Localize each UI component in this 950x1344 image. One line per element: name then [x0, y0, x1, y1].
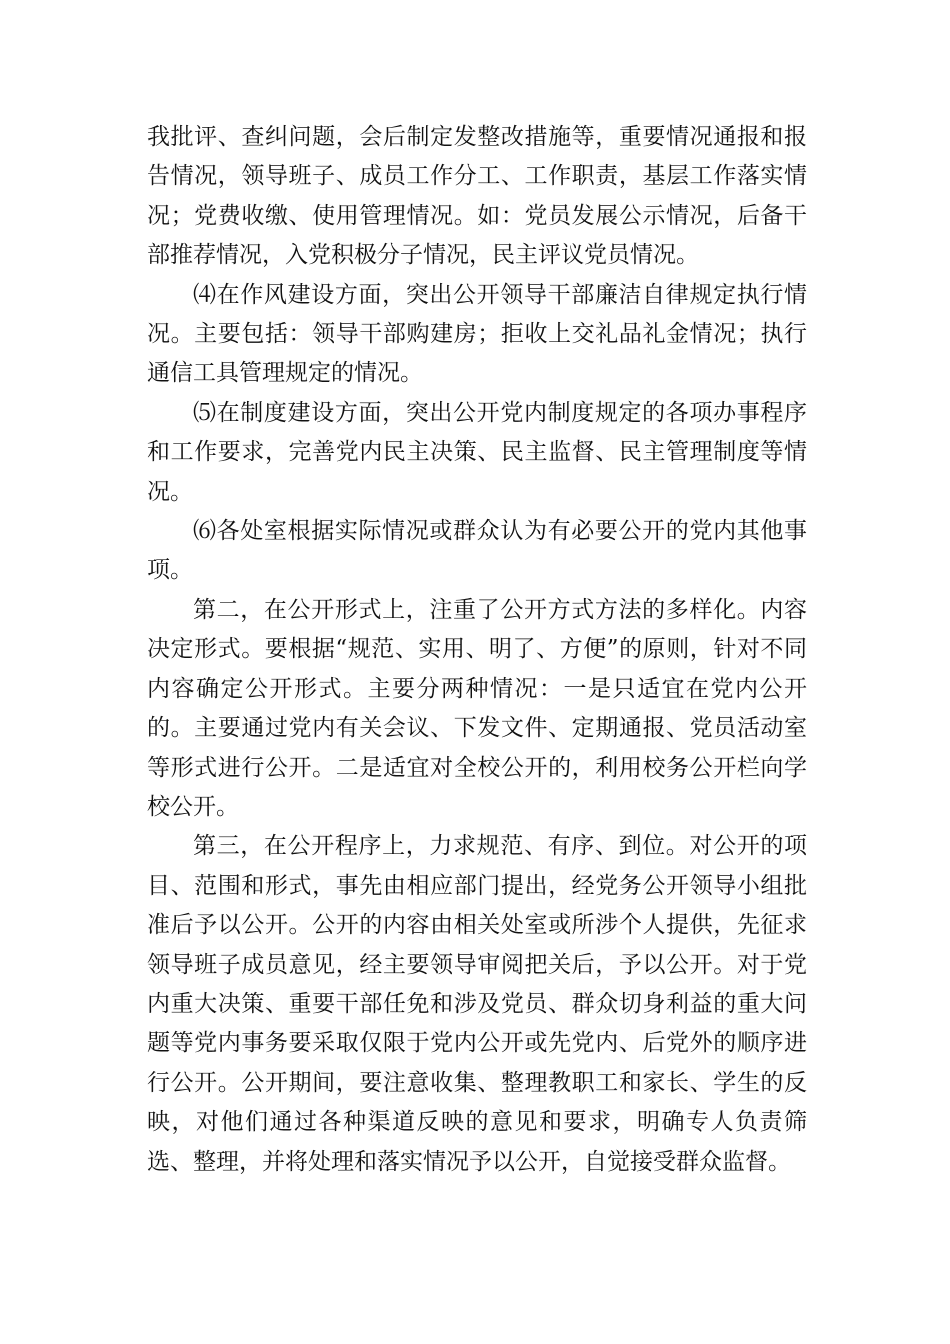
paragraph-5: 第二，在公开形式上，注重了公开方式方法的多样化。内容决定形式。要根据“规范、实用、明了、方便”的原则，针对不同内容确定公开形式。主要分两种情况：一是只适宜在党内公开的。主要通过党内有关会议、下发文件、定期通报、党员活动室等形式进行公开。二是适宜对全校公开的，利用校务公开栏向学校公开。 — [147, 596, 807, 820]
paragraph-1: 我批评、查纠问题，会后制定发整改措施等，重要情况通报和报告情况，领导班子、成员工作分工、工作职责，基层工作落实情况；党费收缴、使用管理情况。如：党员发展公示情况，后备干部推荐情况，入党积极分子情况，民主评议党员情况。 — [147, 124, 807, 269]
paragraph-3: ⑸在制度建设方面，突出公开党内制度规定的各项办事程序和工作要求，完善党内民主决策、民主监督、民主管理制度等情况。 — [147, 399, 807, 505]
paragraph-4: ⑹各处室根据实际情况或群众认为有必要公开的党内其他事项。 — [147, 518, 807, 584]
paragraph-2: ⑷在作风建设方面，突出公开领导干部廉洁自律规定执行情况。主要包括：领导干部购建房；拒收上交礼品礼金情况；执行通信工具管理规定的情况。 — [147, 281, 807, 387]
paragraph-6: 第三，在公开程序上，力求规范、有序、到位。对公开的项目、范围和形式，事先由相应部门提出，经党务公开领导小组批准后予以公开。公开的内容由相关处室或所涉个人提供，先征求领导班子成员意见，经主要领导审阅把关后，予以公开。对于党内重大决策、重要干部任免和涉及党员、群众切身利益的重大问题等党内事务要采取仅限于党内公开或先党内、后党外的顺序进行公开。公开期间，要注意收集、整理教职工和家长、学生的反映，对他们通过各种渠道反映的意见和要求，明确专人负责筛选、整理，并将处理和落实情况予以公开，自觉接受群众监督。 — [147, 833, 807, 1175]
document-body — [147, 118, 807, 1182]
